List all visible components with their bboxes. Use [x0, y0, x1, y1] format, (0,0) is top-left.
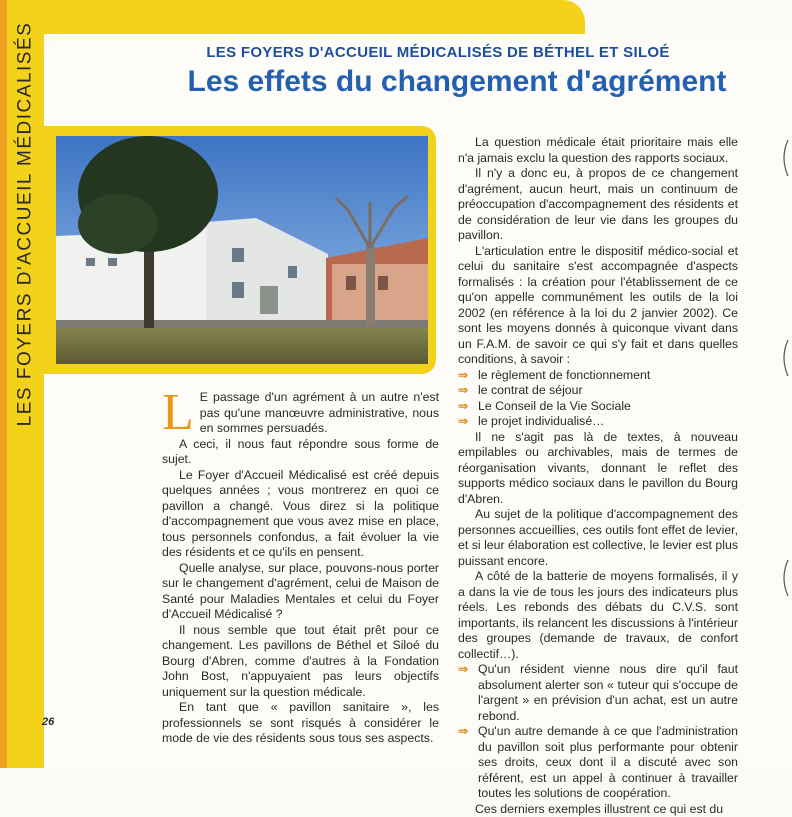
- list-item: ⇒ Qu'un autre demande à ce que l'administration du pavillon soit plus performante pour obtenir ses droits, ceux dont il a discuté avec son référent, est un appel à continuer à travailler toutes les solutions de coopération.: [458, 724, 738, 802]
- building-photo: [56, 136, 428, 364]
- arrow-bullet-icon: ⇒: [458, 724, 478, 740]
- list-item: ⇒ le projet individualisé…: [458, 414, 738, 430]
- article-title: Les effets du changement d'agrément: [122, 65, 792, 99]
- body-paragraph: Quelle analyse, sur place, pouvons-nous porter sur le changement d'agrément, celui de Maison de Santé pour Maladies Mentales et celui du Foyer d'Accueil Médicalisé ?: [162, 561, 439, 623]
- section-label: LES FOYERS D'ACCUEIL MÉDICALISÉS: [14, 22, 36, 427]
- body-paragraph: Au sujet de la politique d'accompagnement des personnes accueillies, ces outils font effet de levier, et si leur élaboration est collective, le levier est plus puissant encore.: [458, 507, 738, 569]
- body-paragraph: Il ne s'agit pas là de textes, à nouveau empilables ou archivables, mais de termes de réorganisation vivants, donnant le reflet des supports médico sociaux dans le pavillon du Bourg d'Abren.: [458, 430, 738, 508]
- vertical-section-title: [12, 36, 38, 412]
- drop-cap: L: [162, 392, 194, 434]
- arrow-bullet-icon: ⇒: [458, 399, 478, 415]
- body-paragraph: A côté de la batterie de moyens formalisés, il y a dans la vie de tous les jours des indicateurs plus réels. Les rebonds des débats du C.V.S. sont importants, ils relancent les discussions à l'intérieur des groupes (demande de travaux, de confort collectif…).: [458, 569, 738, 662]
- body-paragraph: L'articulation entre le dispositif médico-social et celui du sanitaire s'est accompagnée d'aspects formalisés : la création pour l'établissement de ce qu'on appelle communément les outils de la loi 2002 (en référence à la loi du 2 janvier 2002). Ce sont les moyens donnés à quiconque vivant dans un F.A.M. de savoir ce qui s'y fait et dans quelles conditions, à savoir :: [458, 244, 738, 368]
- list-item: ⇒ Le Conseil de la Vie Sociale: [458, 399, 738, 415]
- top-yellow-band: [0, 0, 585, 34]
- body-paragraph: Il n'y a donc eu, à propos de ce changement d'agrément, aucun heurt, mais un continuum de préoccupation d'accompagnement des résidents et de considération de leur vie dans les groupes du pavillon.: [458, 166, 738, 244]
- body-paragraph: La question médicale était prioritaire mais elle n'a jamais exclu la question des rapports sociaux.: [458, 135, 738, 166]
- lead-paragraph: [162, 390, 439, 437]
- arrow-bullet-icon: ⇒: [458, 368, 478, 384]
- right-column: [458, 135, 738, 817]
- arrow-bullet-icon: ⇒: [458, 383, 478, 399]
- body-paragraph: Le Foyer d'Accueil Médicalisé est créé depuis quelques années ; vous montrerez en quoi ce pavillon a changé. Vous direz si la politique d'accompagnement que vous avez mise en place, tous personnels confondus, a fait évoluer la vie des résidents et ce qu'ils en pensent.: [162, 468, 439, 561]
- body-paragraph: Ces derniers exemples illustrent ce qui est du: [458, 802, 738, 817]
- left-column: [162, 390, 439, 747]
- list-item: ⇒ le contrat de séjour: [458, 383, 738, 399]
- page-edge-orange: [0, 0, 7, 768]
- list-item: ⇒ Qu'un résident vienne nous dire qu'il faut absolument alerter son « tuteur qui s'occupe de l'argent » en prévision d'un achat, est un autre rebond.: [458, 662, 738, 724]
- body-paragraph: A ceci, il nous faut répondre sous forme de sujet.: [162, 437, 439, 468]
- arrow-bullet-icon: ⇒: [458, 662, 478, 678]
- arrow-bullet-icon: ⇒: [458, 414, 478, 430]
- binder-ring-marks: [778, 140, 792, 640]
- article-header: [44, 44, 792, 99]
- article-kicker: LES FOYERS D'ACCUEIL MÉDICALISÉS DE BÉTHEL ET SILOÉ: [84, 44, 792, 61]
- body-paragraph: En tant que « pavillon sanitaire », les professionnels se sont risqués à considérer le mode de vie des résidents sous tous ses aspects.: [162, 700, 439, 747]
- lead-text: E passage d'un agrément à un autre n'est pas qu'une manœuvre administrative, nous en sommes persuadés.: [200, 390, 439, 435]
- page-number: 26: [42, 716, 54, 728]
- building-photo-illustration: [56, 136, 428, 364]
- list-item: ⇒ le règlement de fonctionnement: [458, 368, 738, 384]
- body-paragraph: Il nous semble que tout était prêt pour ce changement. Les pavillons de Béthel et Siloé du Bourg d'Abren, comme d'autres à la Fondation John Bost, n'appuyaient pas leurs objectifs uniquement sur la question médicale.: [162, 623, 439, 701]
